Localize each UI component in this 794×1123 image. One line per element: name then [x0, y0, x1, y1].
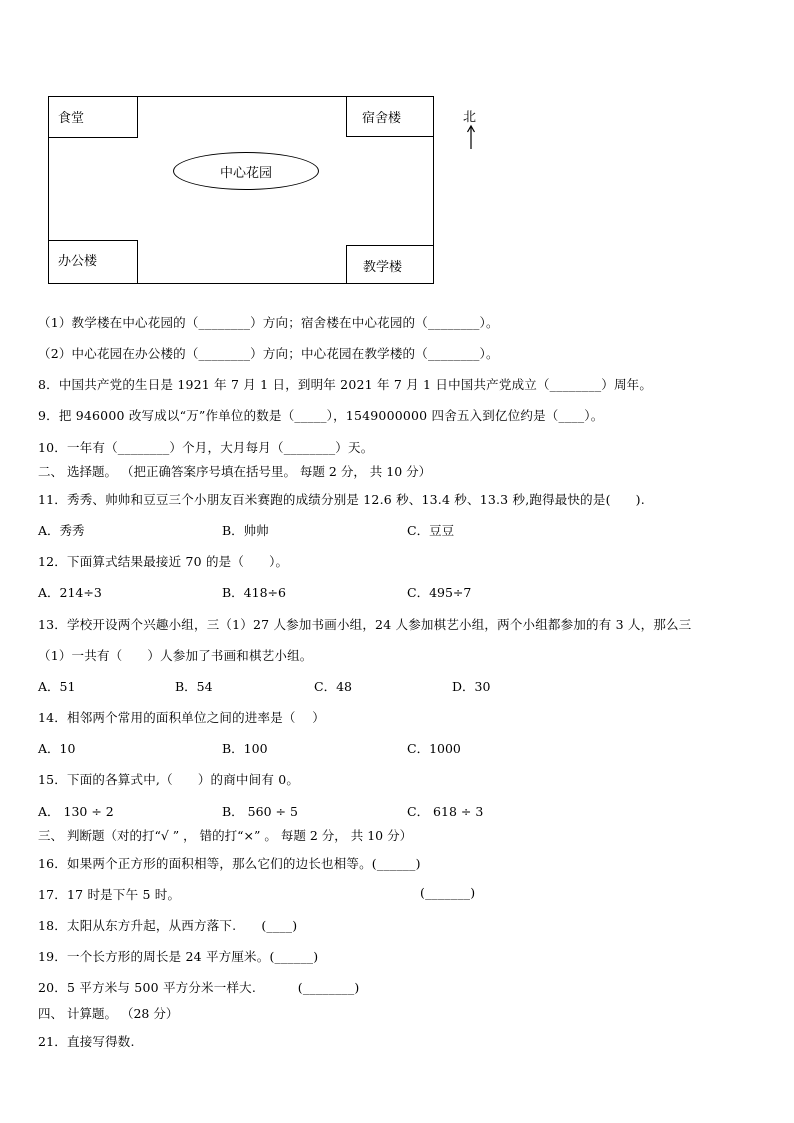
north-label: 北 — [463, 110, 477, 125]
q11-option-a: A．秀秀 — [38, 523, 85, 538]
q13-line2: （1）一共有（ ）人参加了书画和棋艺小组。 — [38, 648, 313, 663]
section-2-heading: 二、 选择题。 （把正确答案序号填在括号里。 每题 2 分， 共 10 分） — [38, 464, 432, 479]
q18: 18．太阳从东方升起，从西方落下. (____) — [38, 918, 298, 933]
garden-ellipse — [173, 152, 319, 190]
canteen-box — [48, 96, 138, 138]
q16: 16．如果两个正方形的面积相等，那么它们的边长也相等。(______) — [38, 856, 421, 871]
teaching-label: 教学楼 — [363, 260, 403, 275]
q13-option-d: D．30 — [452, 679, 491, 694]
q17: 17．17 时是下午 5 时。 — [38, 887, 181, 902]
q11-option-b: B．帅帅 — [222, 523, 269, 538]
q12-option-a: A．214÷3 — [38, 585, 102, 600]
q7-part1: （1）教学楼在中心花园的（________）方向；宿舍楼在中心花园的（________）。 — [38, 315, 499, 330]
q13-line1: 13．学校开设两个兴趣小组，三（1）27 人参加书画小组，24 人参加棋艺小组，两个小组都参加的有 3 人，那么三 — [38, 617, 692, 632]
q20: 20．5 平方米与 500 平方分米一样大. (________) — [38, 980, 360, 995]
q15-option-b: B． 560 ÷ 5 — [222, 804, 298, 819]
q19: 19．一个长方形的周长是 24 平方厘米。(______) — [38, 949, 319, 964]
q9: 9．把 946000 改写成以“万”作单位的数是（_____），1549000000 四舍五入到亿位约是（____）。 — [38, 408, 604, 423]
q17-blank: (_______) — [420, 885, 476, 900]
q11: 11．秀秀、帅帅和豆豆三个小朋友百米赛跑的成绩分别是 12.6 秒、13.4 秒、13.3 秒,跑得最快的是( ). — [38, 492, 645, 507]
q14-option-b: B．100 — [222, 741, 268, 756]
canteen-label: 食堂 — [58, 111, 85, 126]
dorm-box — [346, 96, 434, 137]
q14: 14．相邻两个常用的面积单位之间的进率是（ ） — [38, 710, 326, 725]
q21: 21．直接写得数. — [38, 1034, 135, 1049]
q11-option-c: C．豆豆 — [407, 523, 455, 538]
q13-option-a: A．51 — [38, 679, 76, 694]
q10: 10．一年有（________）个月，大月每月（________）天。 — [38, 440, 374, 455]
north-arrow-icon — [466, 124, 476, 150]
q13-option-b: B．54 — [175, 679, 213, 694]
q15: 15．下面的各算式中,（ ）的商中间有 0。 — [38, 772, 300, 787]
q12-option-b: B．418÷6 — [222, 585, 286, 600]
section-4-heading: 四、 计算题。 （28 分） — [38, 1006, 179, 1021]
office-label: 办公楼 — [58, 254, 98, 269]
garden-label: 中心花园 — [219, 165, 272, 181]
q13-option-c: C．48 — [314, 679, 352, 694]
q15-option-a: A． 130 ÷ 2 — [38, 804, 114, 819]
q8: 8．中国共产党的生日是 1921 年 7 月 1 日，到明年 2021 年 7 月 1 日中国共产党成立（________）周年。 — [38, 377, 653, 392]
q12: 12．下面算式结果最接近 70 的是（ ）。 — [38, 554, 289, 569]
q7-part2: （2）中心花园在办公楼的（________）方向；中心花园在教学楼的（________）。 — [38, 346, 499, 361]
teaching-box — [346, 245, 434, 284]
q14-option-c: C．1000 — [407, 741, 461, 756]
office-box — [48, 240, 138, 284]
q12-option-c: C．495÷7 — [407, 585, 472, 600]
q15-option-c: C． 618 ÷ 3 — [407, 804, 484, 819]
q14-option-a: A．10 — [38, 741, 76, 756]
dorm-label: 宿舍楼 — [362, 111, 402, 126]
section-3-heading: 三、 判断题（对的打“√ ” ， 错的打“×” 。 每题 2 分， 共 10 分） — [38, 828, 413, 843]
